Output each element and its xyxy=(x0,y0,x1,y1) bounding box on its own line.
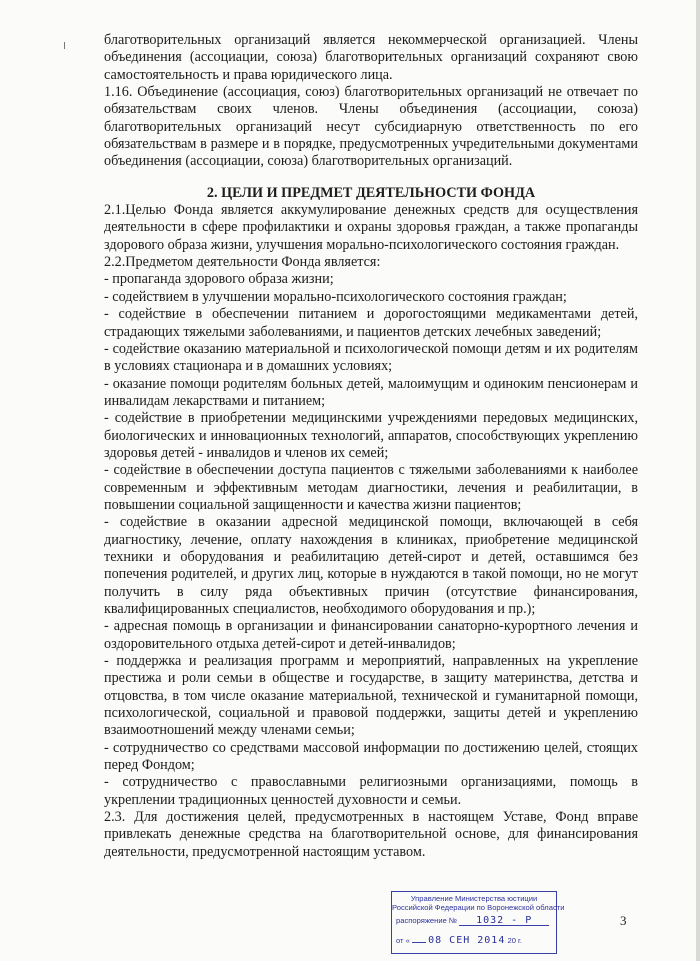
stamp-date-blank xyxy=(412,942,426,943)
paragraph: 1.16. Объединение (ассоциация, союз) благотворительных организаций не отвечает по обязательствам своих членов. Члены объединения (ассоциации, союза) благотворительных организаций несут субсидиарную ответственность по его обязательствам в размере и в порядке, предусмотренных учредительными документами объединения (ассоциации, союза) благотворительных организаций. xyxy=(104,84,638,170)
list-item: - оказание помощи родителям больных детей, малоимущим и одиноким пенсионерам и инвалидам лекарствами и питанием; xyxy=(104,375,638,409)
paragraph: 2.2.Предметом деятельности Фонда является: xyxy=(104,254,381,271)
paragraph: 2.3. Для достижения целей, предусмотренных в настоящем Уставе, Фонд вправе привлекать денежные средства на благотворительной основе, для финансирования деятельности, предусмотренной настоящим уставом. xyxy=(104,809,638,860)
list-item: - содействие в обеспечении питанием и дорогостоящими медикаментами детей, страдающих тяжелыми заболеваниями, и пациентов детских лечебных заведений; xyxy=(104,306,638,340)
list-item: - сотрудничество со средствами массовой информации по достижению целей, стоящих перед Фондом; xyxy=(104,739,638,774)
paragraph: 2.1.Целью Фонда является аккумулирование денежных средств для осуществления деятельности в сфере профилактики и охраны здоровья граждан, а также пропаганды здорового образа жизни, улучшения морально-психологического состояния граждан. xyxy=(104,202,638,253)
list-item: - содействие в обеспечении доступа пациентов с тяжелыми заболеваниями к наиболее современным и эффективным методам диагностики, лечения и реабилитации, в повышении социальной защищенности и качества жизни пациентов; xyxy=(104,462,638,513)
registration-stamp xyxy=(391,891,565,954)
list-item: - пропаганда здорового образа жизни; xyxy=(104,271,334,288)
list-item: - поддержка и реализация программ и мероприятий, направленных на укрепление престижа и роли семьи в обществе и государстве, в защиту материнства, детства и отцовства, в том числе оказание материальной, технической и гуманитарной помощи, психологической, социальной и правовой поддержки, защиты детей и укреплению взаимоотношений между членами семьи; xyxy=(104,653,638,739)
stamp-date-row xyxy=(396,936,522,945)
list-item: - адресная помощь в организации и финансировании санаторно-курортного лечения и оздоровительного отдыха детей-сирот и детей-инвалидов; xyxy=(104,618,638,652)
list-item: - содействие в приобретении медицинскими учреждениями передовых медицинских, биологических и инновационных технологий, аппаратов, способствующих укреплению здоровья детей - инвалидов и членов их семей; xyxy=(104,410,638,461)
list-item: - содействие оказанию материальной и психологической помощи детям и их родителям в условиях стационара и в домашних условиях; xyxy=(104,340,638,375)
stamp-line-1: Управление Министерства юстиции xyxy=(410,894,538,903)
list-item: - содействие в оказании адресной медицинской помощи, включающей в себя диагностику, лечение, оплату нахождения в клиниках, приобретение медицинской техники и оборудования и реабилитацию детей-сирот и детей, оставшимся без попечения родителей, и других лиц, которые в нуждаются в такой помощи, но не могут получить в силу ряда объективных причин (отсутствие финансирования, квалифицированных специалистов, необходимого оборудования и пр.); xyxy=(104,514,638,617)
page-number: 3 xyxy=(620,913,627,928)
section-heading: 2. ЦЕЛИ И ПРЕДМЕТ ДЕЯТЕЛЬНОСТИ ФОНДА xyxy=(206,184,536,201)
list-item: - содействием в улучшении морально-психологического состояния граждан; xyxy=(104,288,567,305)
stamp-line-2: Российской Федерации по Воронежской области xyxy=(392,903,565,912)
list-item: - сотрудничество с православными религиозными организациями, помощь в укреплении традиционных ценностей духовности и семьи. xyxy=(104,774,638,808)
scan-mark xyxy=(64,42,65,49)
stamp-order-number: 1032 - Р xyxy=(459,916,549,926)
body-text xyxy=(104,32,638,861)
stamp-order-label: распоряжение № xyxy=(396,916,458,925)
paragraph: благотворительных организаций является некоммерческой организацией. Члены объединения (ассоциации, союза) благотворительных организаций сохраняют свою самостоятельность и права юридического лица. xyxy=(104,32,638,83)
stamp-order-row xyxy=(396,916,549,926)
page-edge-shadow xyxy=(696,0,700,961)
stamp-date-prefix: от « xyxy=(396,936,410,945)
stamp-date-suffix: 20 г. xyxy=(507,936,522,945)
stamp-date-value: 08 СЕН 2014 xyxy=(428,935,506,946)
